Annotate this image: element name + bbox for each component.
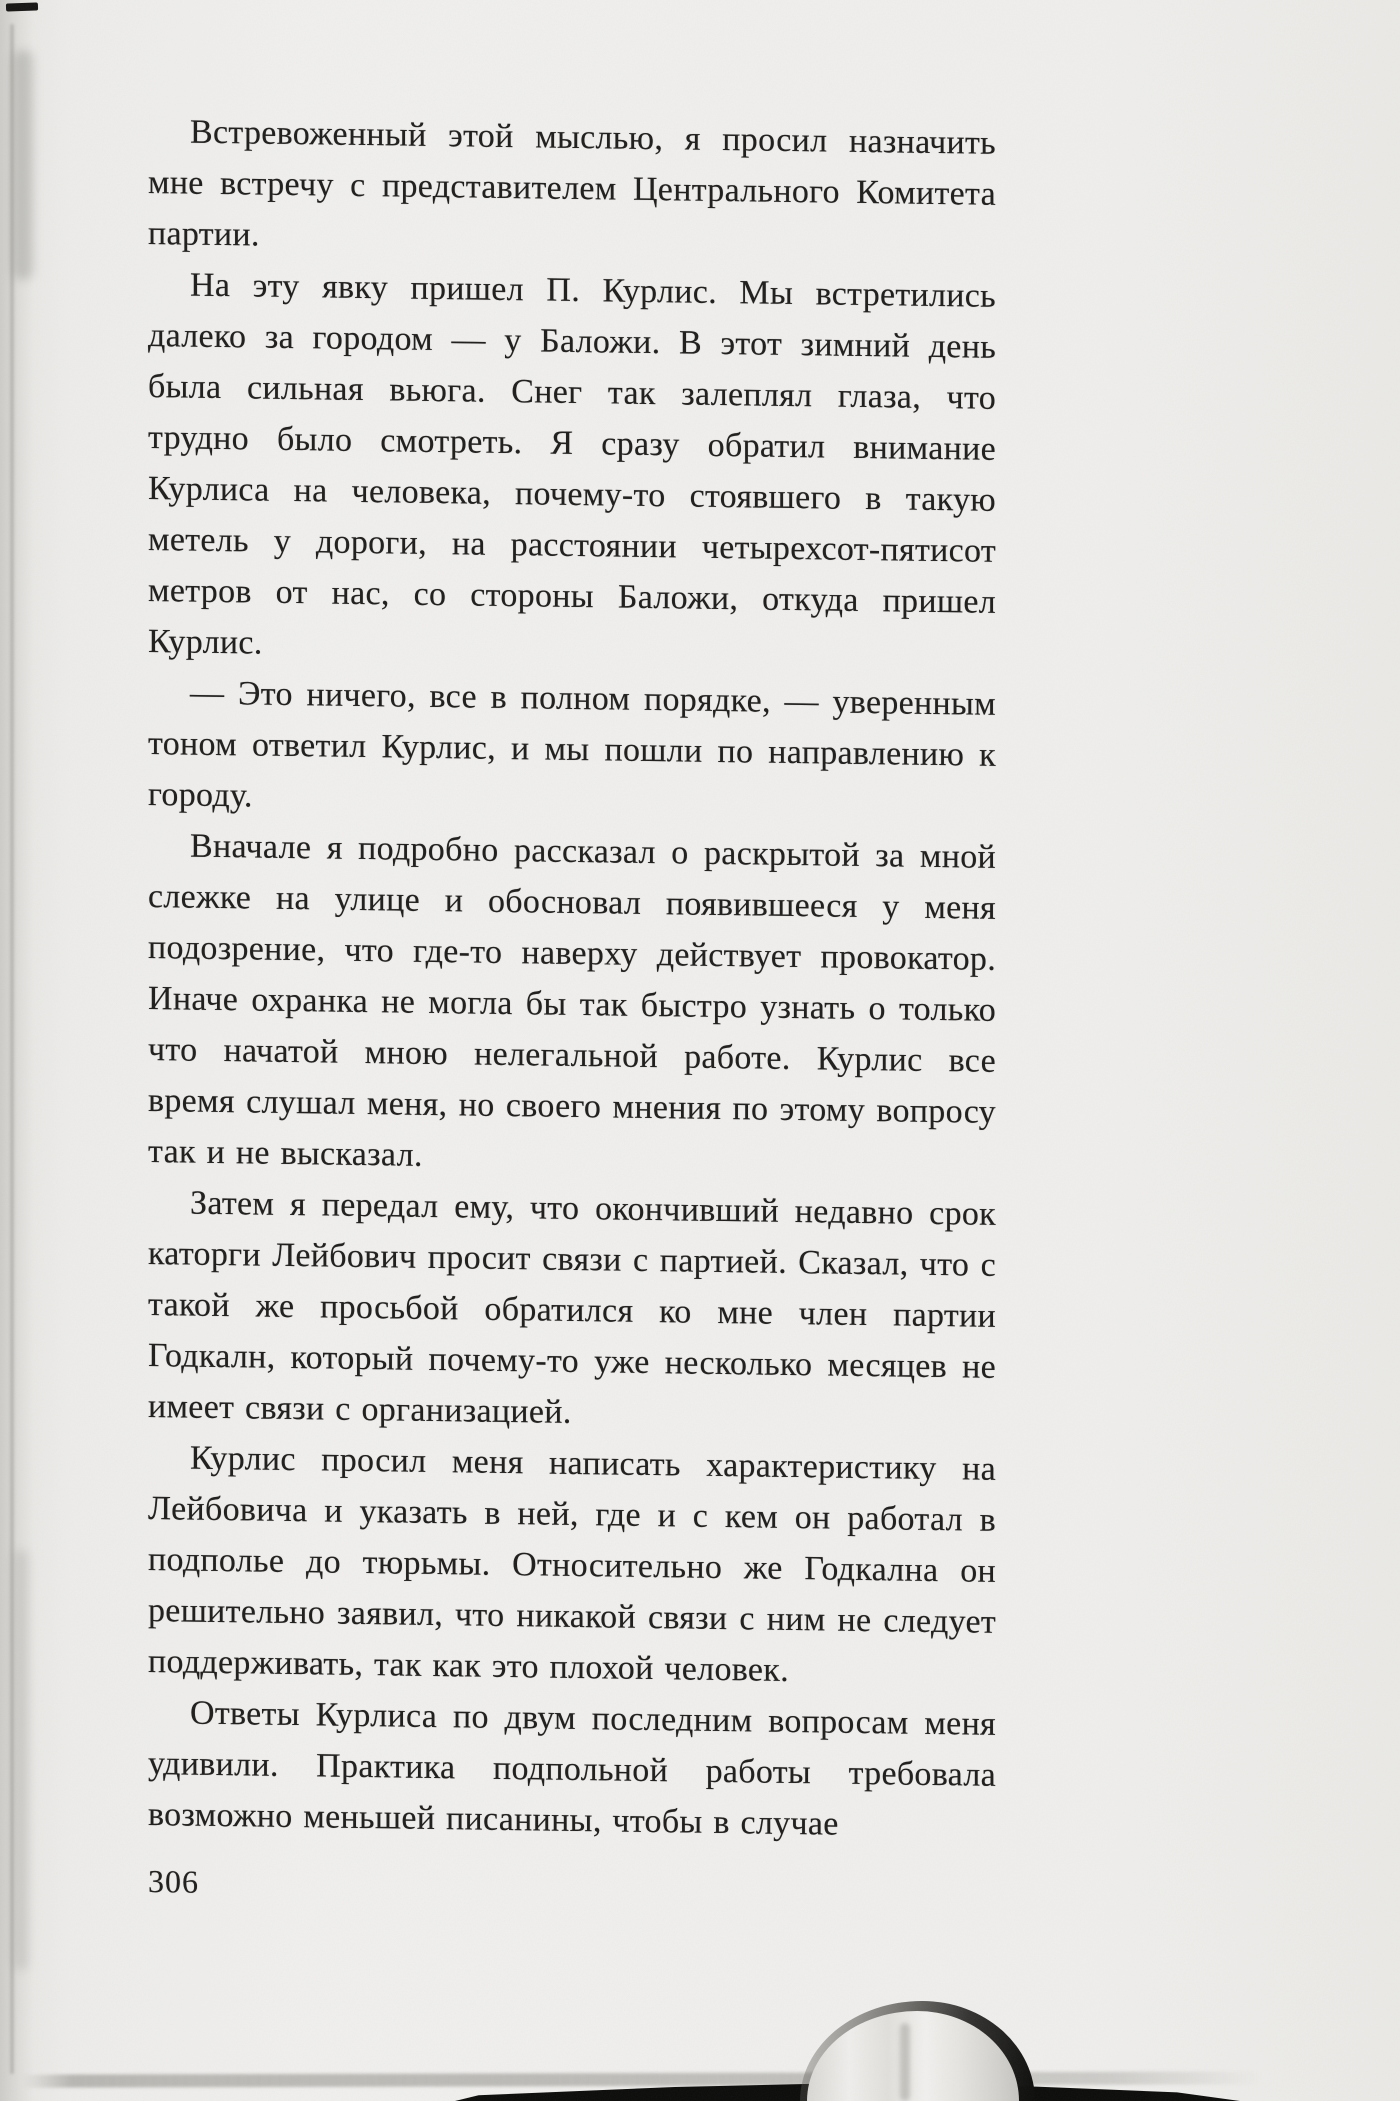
scan-smudge bbox=[14, 1550, 28, 1970]
page-number: 306 bbox=[148, 1863, 199, 1900]
text-block bbox=[148, 106, 996, 1919]
paragraph: Затем я передал ему, что окончивший недавно срок каторги Лейбович просит связи с партией. Сказал, что с такой же просьбой обратился ко мне член партии Годкалн, который почему-то уже несколько месяцев не имеет связи с организацией. bbox=[148, 1184, 996, 1431]
paragraph: Ответы Курлиса по двум последним вопросам меня удивили. Практика подпольной работы требовала возможно меньшей писанины, чтобы в случае bbox=[148, 1694, 996, 1843]
thumb-crease bbox=[900, 2023, 910, 2101]
paragraph: Встревоженный этой мыслью, я просил назначить мне встречу с представителем Центрального Комитета партии. bbox=[148, 113, 996, 254]
scan-streak bbox=[22, 2071, 1262, 2087]
scan-smudge bbox=[13, 50, 33, 280]
scan-mark bbox=[6, 2, 38, 11]
thumb-highlight bbox=[807, 2011, 1019, 2101]
paragraph: На эту явку пришел П. Курлис. Мы встретились далеко за городом — у Баложи. В этот зимний день была сильная вьюга. Снег так залеплял глаза, что трудно было смотреть. Я сразу обратил внимание Курлиса на человека, почему-то стоявшего в такую метель у дороги, на расстоянии четырехсот-пятисот метров от нас, со стороны Баложи, откуда пришел Курлис. bbox=[148, 266, 996, 662]
paragraph: — Это ничего, все в полном порядке, — уверенным тоном ответил Курлис, и мы пошли по направлению к городу. bbox=[148, 674, 996, 815]
paragraph: Вначале я подробно рассказал о раскрытой за мной слежке на улице и обосновал появившееся у меня подозрение, что где-то наверху действует провокатор. Иначе охранка не могла бы так быстро узнать о только что начатой мною нелегальной работе. Курлис все время слушал меня, но своего мнения по этому вопросу так и не высказал. bbox=[148, 827, 996, 1174]
paragraph: Курлис просил меня написать характеристику на Лейбовича и указать в ней, где и с кем он работал в подполье до тюрьмы. Относительно же Годкална он решительно заявил, что никакой связи с ним не следует поддерживать, так как это плохой человек. bbox=[148, 1439, 996, 1689]
thumb-holding-page bbox=[800, 2001, 1035, 2101]
